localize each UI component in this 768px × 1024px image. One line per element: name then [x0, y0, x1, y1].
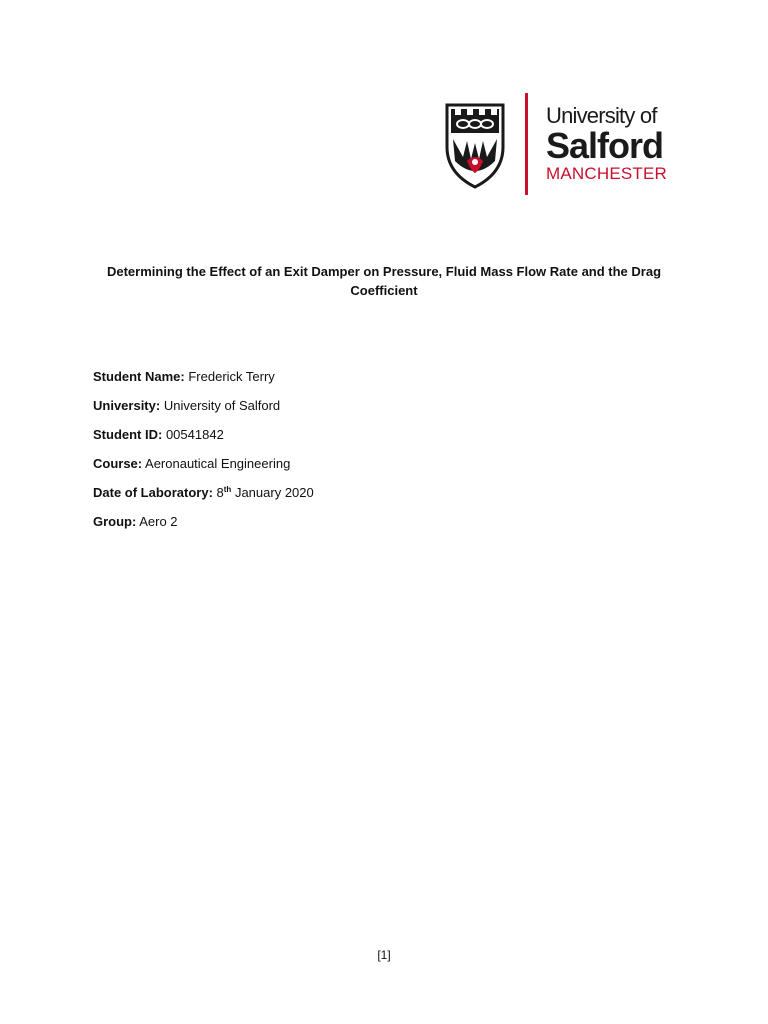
- university-row: [93, 397, 653, 426]
- student-name-label: Student Name:: [93, 369, 185, 384]
- group-value: Aero 2: [139, 514, 178, 529]
- logo-text-university-of: University of: [546, 103, 657, 128]
- logo-text-salford: Salford: [546, 125, 664, 166]
- student-id-row: [93, 426, 653, 455]
- logo-text-manchester: MANCHESTER: [546, 164, 668, 183]
- student-name-row: [93, 368, 653, 397]
- course-row: [93, 455, 653, 484]
- logo-divider: [525, 93, 528, 195]
- student-id-value: 00541842: [165, 427, 224, 442]
- course-label: Course:: [93, 456, 143, 471]
- university-crest-icon: [443, 99, 507, 189]
- group-label: Group:: [93, 514, 137, 529]
- date-rest: January 2020: [234, 485, 314, 500]
- date-row: [93, 484, 653, 513]
- student-id-label: Student ID:: [93, 427, 163, 442]
- student-details: [93, 368, 653, 542]
- date-suffix: th: [223, 485, 232, 494]
- university-label: University:: [93, 398, 161, 413]
- university-logo: [443, 90, 675, 198]
- group-row: [93, 513, 653, 542]
- logo-wordmark: [546, 104, 667, 184]
- university-value: University of Salford: [163, 398, 281, 413]
- student-name-value: Frederick Terry: [188, 369, 275, 384]
- date-day: 8: [216, 485, 224, 500]
- course-value: Aeronautical Engineering: [145, 456, 291, 471]
- report-title: Determining the Effect of an Exit Damper on Pressure, Fluid Mass Flow Rate and the Drag Coefficient: [106, 264, 662, 298]
- page-number: [1]: [377, 948, 391, 962]
- date-label: Date of Laboratory:: [93, 485, 213, 500]
